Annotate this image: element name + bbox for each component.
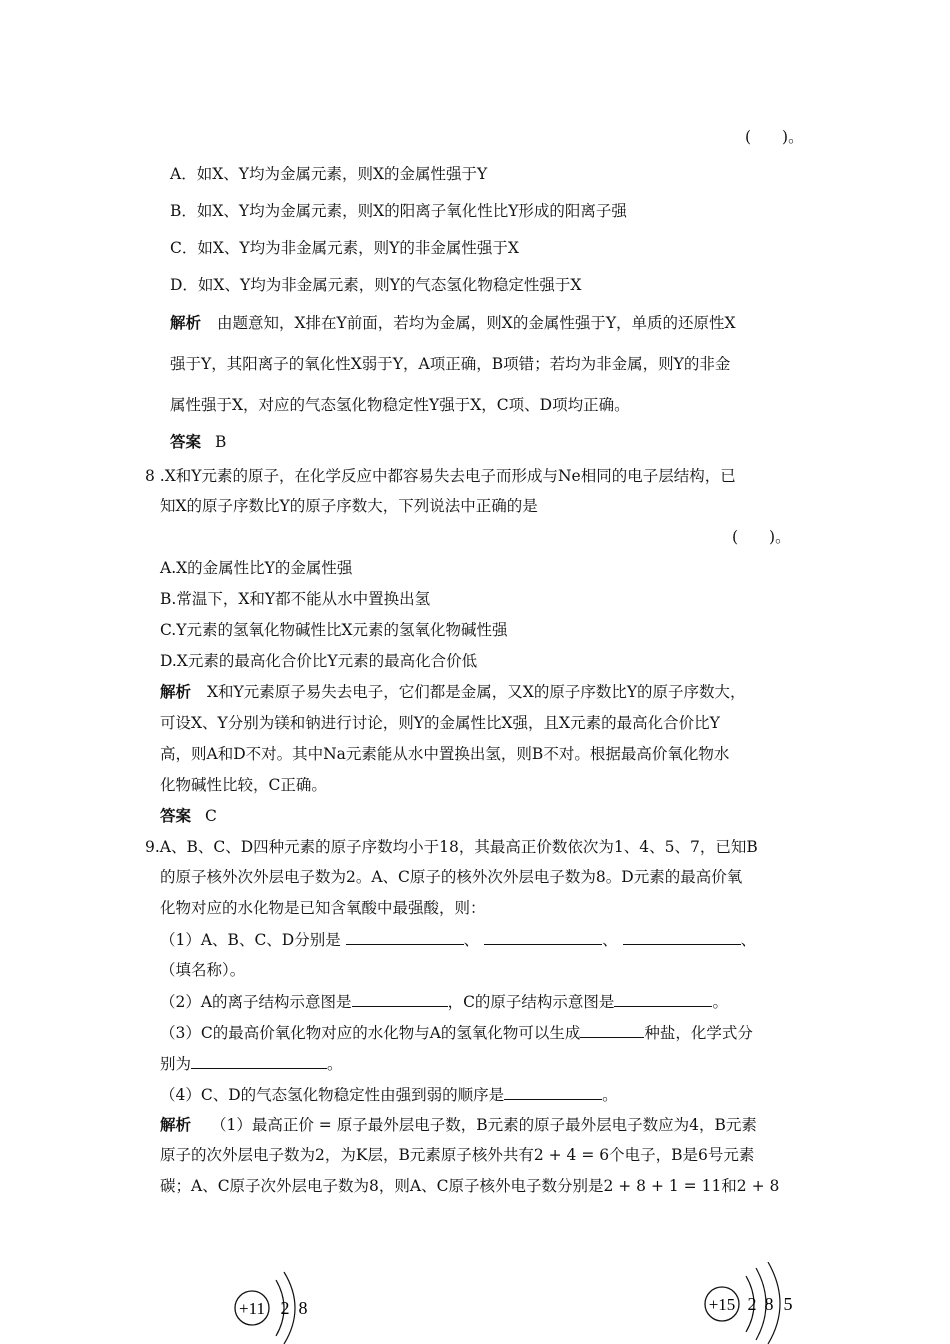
q8-analysis-label: 解析: [160, 682, 192, 701]
q9-stem-line-1: 9.A、B、C、D四种元素的原子序数均小于18，其最高正价数依次为1、4、5、7，已知B: [145, 838, 758, 856]
q8-stem-line-2: 知X的原子序数比Y的原子序数大，下列说法中正确的是: [160, 497, 538, 515]
q8-answer-line: [160, 806, 217, 826]
answer-blank-c[interactable]: [623, 929, 741, 945]
q8-analysis-line-3: 高，则A和D不对。其中Na元素能从水中置换出氢，则B不对。根据最高价氧化物水: [160, 745, 730, 763]
q9-part-3-text-b: 种盐，化学式分: [644, 1024, 753, 1042]
q9-part-3-text-c: 别为: [160, 1055, 192, 1073]
q9-analysis-label: 解析: [160, 1115, 192, 1134]
nucleus-charge: +11: [239, 1299, 265, 1318]
q8-option-d: D.X元素的最高化合价比Y元素的最高化合价低: [160, 652, 478, 670]
q9-part-4-text-b: 。: [602, 1086, 618, 1104]
q9-analysis-line-3: 碳；A、C原子次外层电子数为8，则A、C原子核外电子数分别是2 + 8 + 1 = 11和2 + 8: [160, 1177, 780, 1195]
answer-blank-a[interactable]: [346, 929, 464, 945]
q7-option-c: C．如X、Y均为非金属元素，则Y的非金属性强于X: [170, 239, 519, 257]
q8-analysis-line-4: 化物碱性比较，C正确。: [160, 776, 327, 794]
q8-stem-line-1: 8 .X和Y元素的原子，在化学反应中都容易失去电子而形成与Ne相同的电子层结构，已: [145, 467, 736, 485]
sodium-ion-diagram: [228, 1268, 328, 1344]
q8-analysis-text-1: X和Y元素原子易失去电子，它们都是金属，又X的原子序数比Y的原子序数大，: [207, 683, 746, 701]
answer-blank-b[interactable]: [484, 929, 602, 945]
q9-part-2-text-c: 。: [712, 993, 728, 1011]
nucleus-charge: +15: [708, 1295, 736, 1314]
q7-analysis-line-2: 强于Y，其阳离子的氧化性X弱于Y，A项正确，B项错；若均为非金属，则Y的非金: [170, 355, 731, 373]
answer-blank-stability[interactable]: [504, 1084, 602, 1100]
q9-stem-line-3: 化物对应的水化物是已知含氧酸中最强酸，则：: [160, 899, 486, 917]
q9-analysis-text-1: （1）最高正价 = 原子最外层电子数，B元素的原子最外层电子数应为4，B元素: [211, 1116, 757, 1134]
q7-answer-line: [170, 432, 226, 452]
q8-option-c: C.Y元素的氢氧化物碱性比X元素的氢氧化物碱性强: [160, 621, 508, 639]
q9-analysis-line-2: 原子的次外层电子数为2，为K层，B元素原子核外共有2 + 4 = 6个电子，B是6号元素: [160, 1146, 755, 1164]
q9-part-4-text-a: （4）C、D的气态氢化物稳定性由强到弱的顺序是: [160, 1086, 505, 1104]
q7-option-b: B．如X、Y均为金属元素，则X的阳离子氧化性比Y形成的阳离子强: [170, 202, 627, 220]
separator: 、: [740, 931, 757, 949]
answer-blank-c-atom[interactable]: [614, 991, 712, 1007]
shell-electrons: 2: [747, 1294, 757, 1314]
separator: 、: [463, 931, 480, 949]
q9-stem-line-2: 的原子核外次外层电子数为2。A、C原子的核外次外层电子数为8。D元素的最高价氧: [160, 868, 743, 886]
q9-part-3-text-d: 。: [327, 1055, 343, 1073]
q8-option-b: B.常温下，X和Y都不能从水中置换出氢: [160, 590, 431, 608]
q9-part-3: [160, 1022, 753, 1043]
shell-electrons: 8: [298, 1298, 308, 1318]
q8-analysis-line-2: 可设X、Y分别为镁和钠进行讨论，则Y的金属性比X强，且X元素的最高化合价比Y: [160, 714, 720, 732]
phosphorus-atom-diagram: [698, 1262, 818, 1344]
q7-analysis-label: 解析: [170, 313, 202, 332]
q9-part-3-cont: [160, 1053, 343, 1074]
q7-analysis-line-3: 属性强于X，对应的气态氢化物稳定性Y强于X，C项、D项均正确。: [170, 396, 630, 414]
q9-part-1-text: （1）A、B、C、D分别是: [160, 931, 341, 949]
q7-analysis-line-1: [170, 313, 736, 333]
q9-part-4: [160, 1084, 618, 1105]
q7-answer-label: 答案: [170, 432, 202, 451]
q9-part-2-text-b: ，C的原子结构示意图是: [447, 993, 615, 1011]
answer-blank-formulas[interactable]: [191, 1053, 327, 1069]
separator: 、: [602, 931, 618, 949]
q9-part-1-end: （填名称）。: [160, 961, 246, 979]
q8-answer-label: 答案: [160, 806, 192, 825]
q7-option-d: D．如X、Y均为非金属元素，则Y的气态氢化物稳定性强于X: [170, 276, 582, 294]
q7-answer: B: [215, 433, 227, 451]
q8-analysis-line-1: [160, 682, 746, 702]
answer-blank-a-ion[interactable]: [352, 991, 448, 1007]
q8-option-a: A.X的金属性比Y的金属性强: [160, 559, 353, 577]
q7-answer-paren: ( )。: [745, 128, 804, 146]
q8-answer-paren: ( )。: [732, 528, 791, 546]
q9-analysis-line-1: [160, 1115, 757, 1135]
shell-electrons: 2: [280, 1298, 290, 1318]
answer-blank-salt-count[interactable]: [580, 1022, 644, 1038]
q9-part-2-text-a: （2）A的离子结构示意图是: [160, 993, 352, 1011]
q8-answer: C: [205, 807, 217, 825]
q7-option-a: A．如X、Y均为金属元素，则X的金属性强于Y: [170, 165, 488, 183]
q9-part-2: [160, 991, 728, 1012]
q9-part-3-text-a: （3）C的最高价氧化物对应的水化物与A的氢氧化物可以生成: [160, 1024, 581, 1042]
shell-electrons: 8: [764, 1294, 774, 1314]
q7-analysis-text-1: 由题意知，X排在Y前面，若均为金属，则X的金属性强于Y，单质的还原性X: [217, 314, 736, 332]
shell-electrons: 5: [783, 1294, 793, 1314]
q9-part-1: [160, 929, 756, 950]
